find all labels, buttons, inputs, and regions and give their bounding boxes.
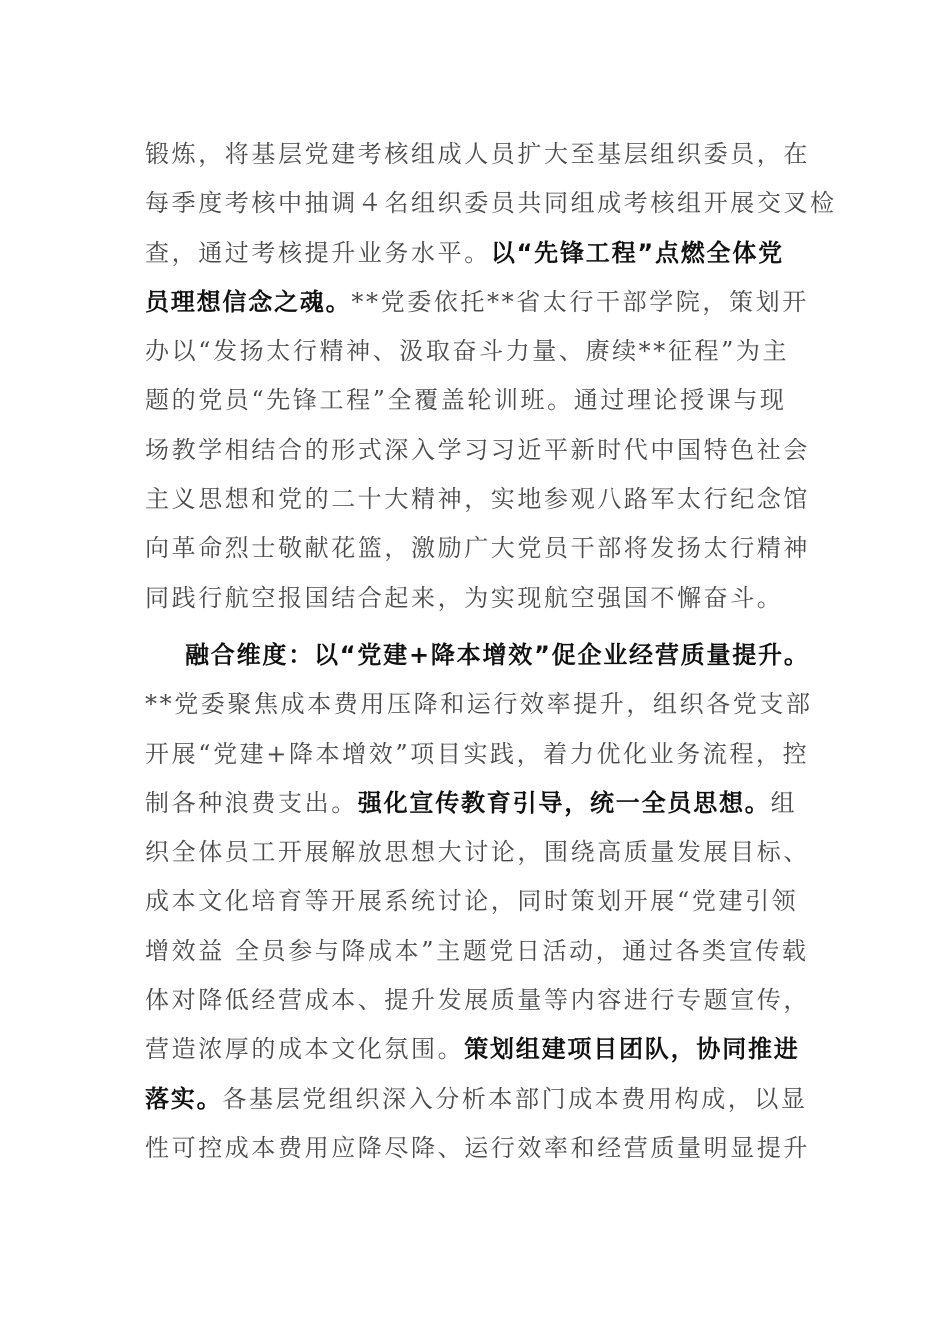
document-body [145,130,845,1173]
body-text: 体对降低经营成本、提升发展质量等内容进行专题宣传， [145,986,810,1015]
text-line [145,376,845,425]
text-line [145,475,845,524]
body-text: 办以“发扬太行精神、汲取奋斗力量、赓续**征程”为主 [145,337,790,366]
text-line [145,278,845,327]
text-line [145,976,845,1025]
body-text: **党委聚焦成本费用压降和运行效率提升，组织各党支部 [145,690,813,719]
text-line [145,524,845,573]
body-text: **党委依托**省太行干部学院，策划开 [351,287,809,316]
body-text: 向革命烈士敬献花篮，激励广大党员干部将发扬太行精神 [145,534,810,563]
text-line [145,130,845,179]
body-text: 增效益 全员参与降成本”主题党日活动，通过各类宣传载 [145,936,809,965]
text-line [145,730,845,779]
body-text: 制各种浪费支出。 [145,788,358,817]
body-text: 开展“党建+降本增效”项目实践，着力优化业务流程，控 [145,739,810,768]
text-line [145,680,845,729]
body-text: 各基层党组织深入分析本部门成本费用构成，以显 [222,1084,808,1113]
body-text: 每季度考核中抽调４名组织委员共同组成考核组开展交叉检 [145,189,837,218]
bold-heading-text: 员理想信念之魂。 [145,287,352,316]
text-line [145,179,845,228]
text-line [145,327,845,376]
text-line [145,229,845,278]
body-text: 同践行航空报国结合起来，为实现航空强国不懈奋斗。 [145,583,784,612]
text-line [145,426,845,475]
body-text: 营造浓厚的成本文化氛围。 [145,1035,465,1064]
body-text: 锻炼，将基层党建考核组成人员扩大至基层组织委员，在 [145,140,810,168]
text-line [145,1124,845,1173]
body-text: 题的党员“先锋工程”全覆盖轮训班。通过理论授课与现 [145,386,787,415]
body-text: 场教学相结合的形式深入学习习近平新时代中国特色社会 [145,435,810,464]
bold-heading-text: 融合维度：以“党建+降本增效”促企业经营质量提升。 [185,640,810,669]
body-text: 主义思想和党的二十大精神，实地参观八路军太行纪念馆 [145,485,810,514]
body-text: 组 [770,788,798,817]
bold-heading-text: 以“先锋工程”点燃全体党 [490,238,784,267]
text-line [145,779,845,828]
text-line [145,877,845,926]
body-text: 织全体员工开展解放思想大讨论，围绕高质量发展目标、 [145,838,810,867]
body-text: 查，通过考核提升业务水平。 [145,238,491,267]
text-line [145,631,845,680]
text-line [145,927,845,976]
text-line [145,1025,845,1074]
bold-heading-text: 落实。 [145,1084,223,1113]
bold-heading-text: 策划组建项目团队，协同推进 [464,1035,800,1064]
text-line [145,574,845,623]
body-text: 性可控成本费用应降尽降、运行效率和经营质量明显提升 [145,1133,810,1162]
text-line [145,1075,845,1124]
body-text: 成本文化培育等开展系统讨论，同时策划开展“党建引领 [145,887,799,916]
bold-heading-text: 强化宣传教育引导，统一全员思想。 [357,788,771,817]
paragraph-gap [145,623,845,631]
text-line [145,828,845,877]
